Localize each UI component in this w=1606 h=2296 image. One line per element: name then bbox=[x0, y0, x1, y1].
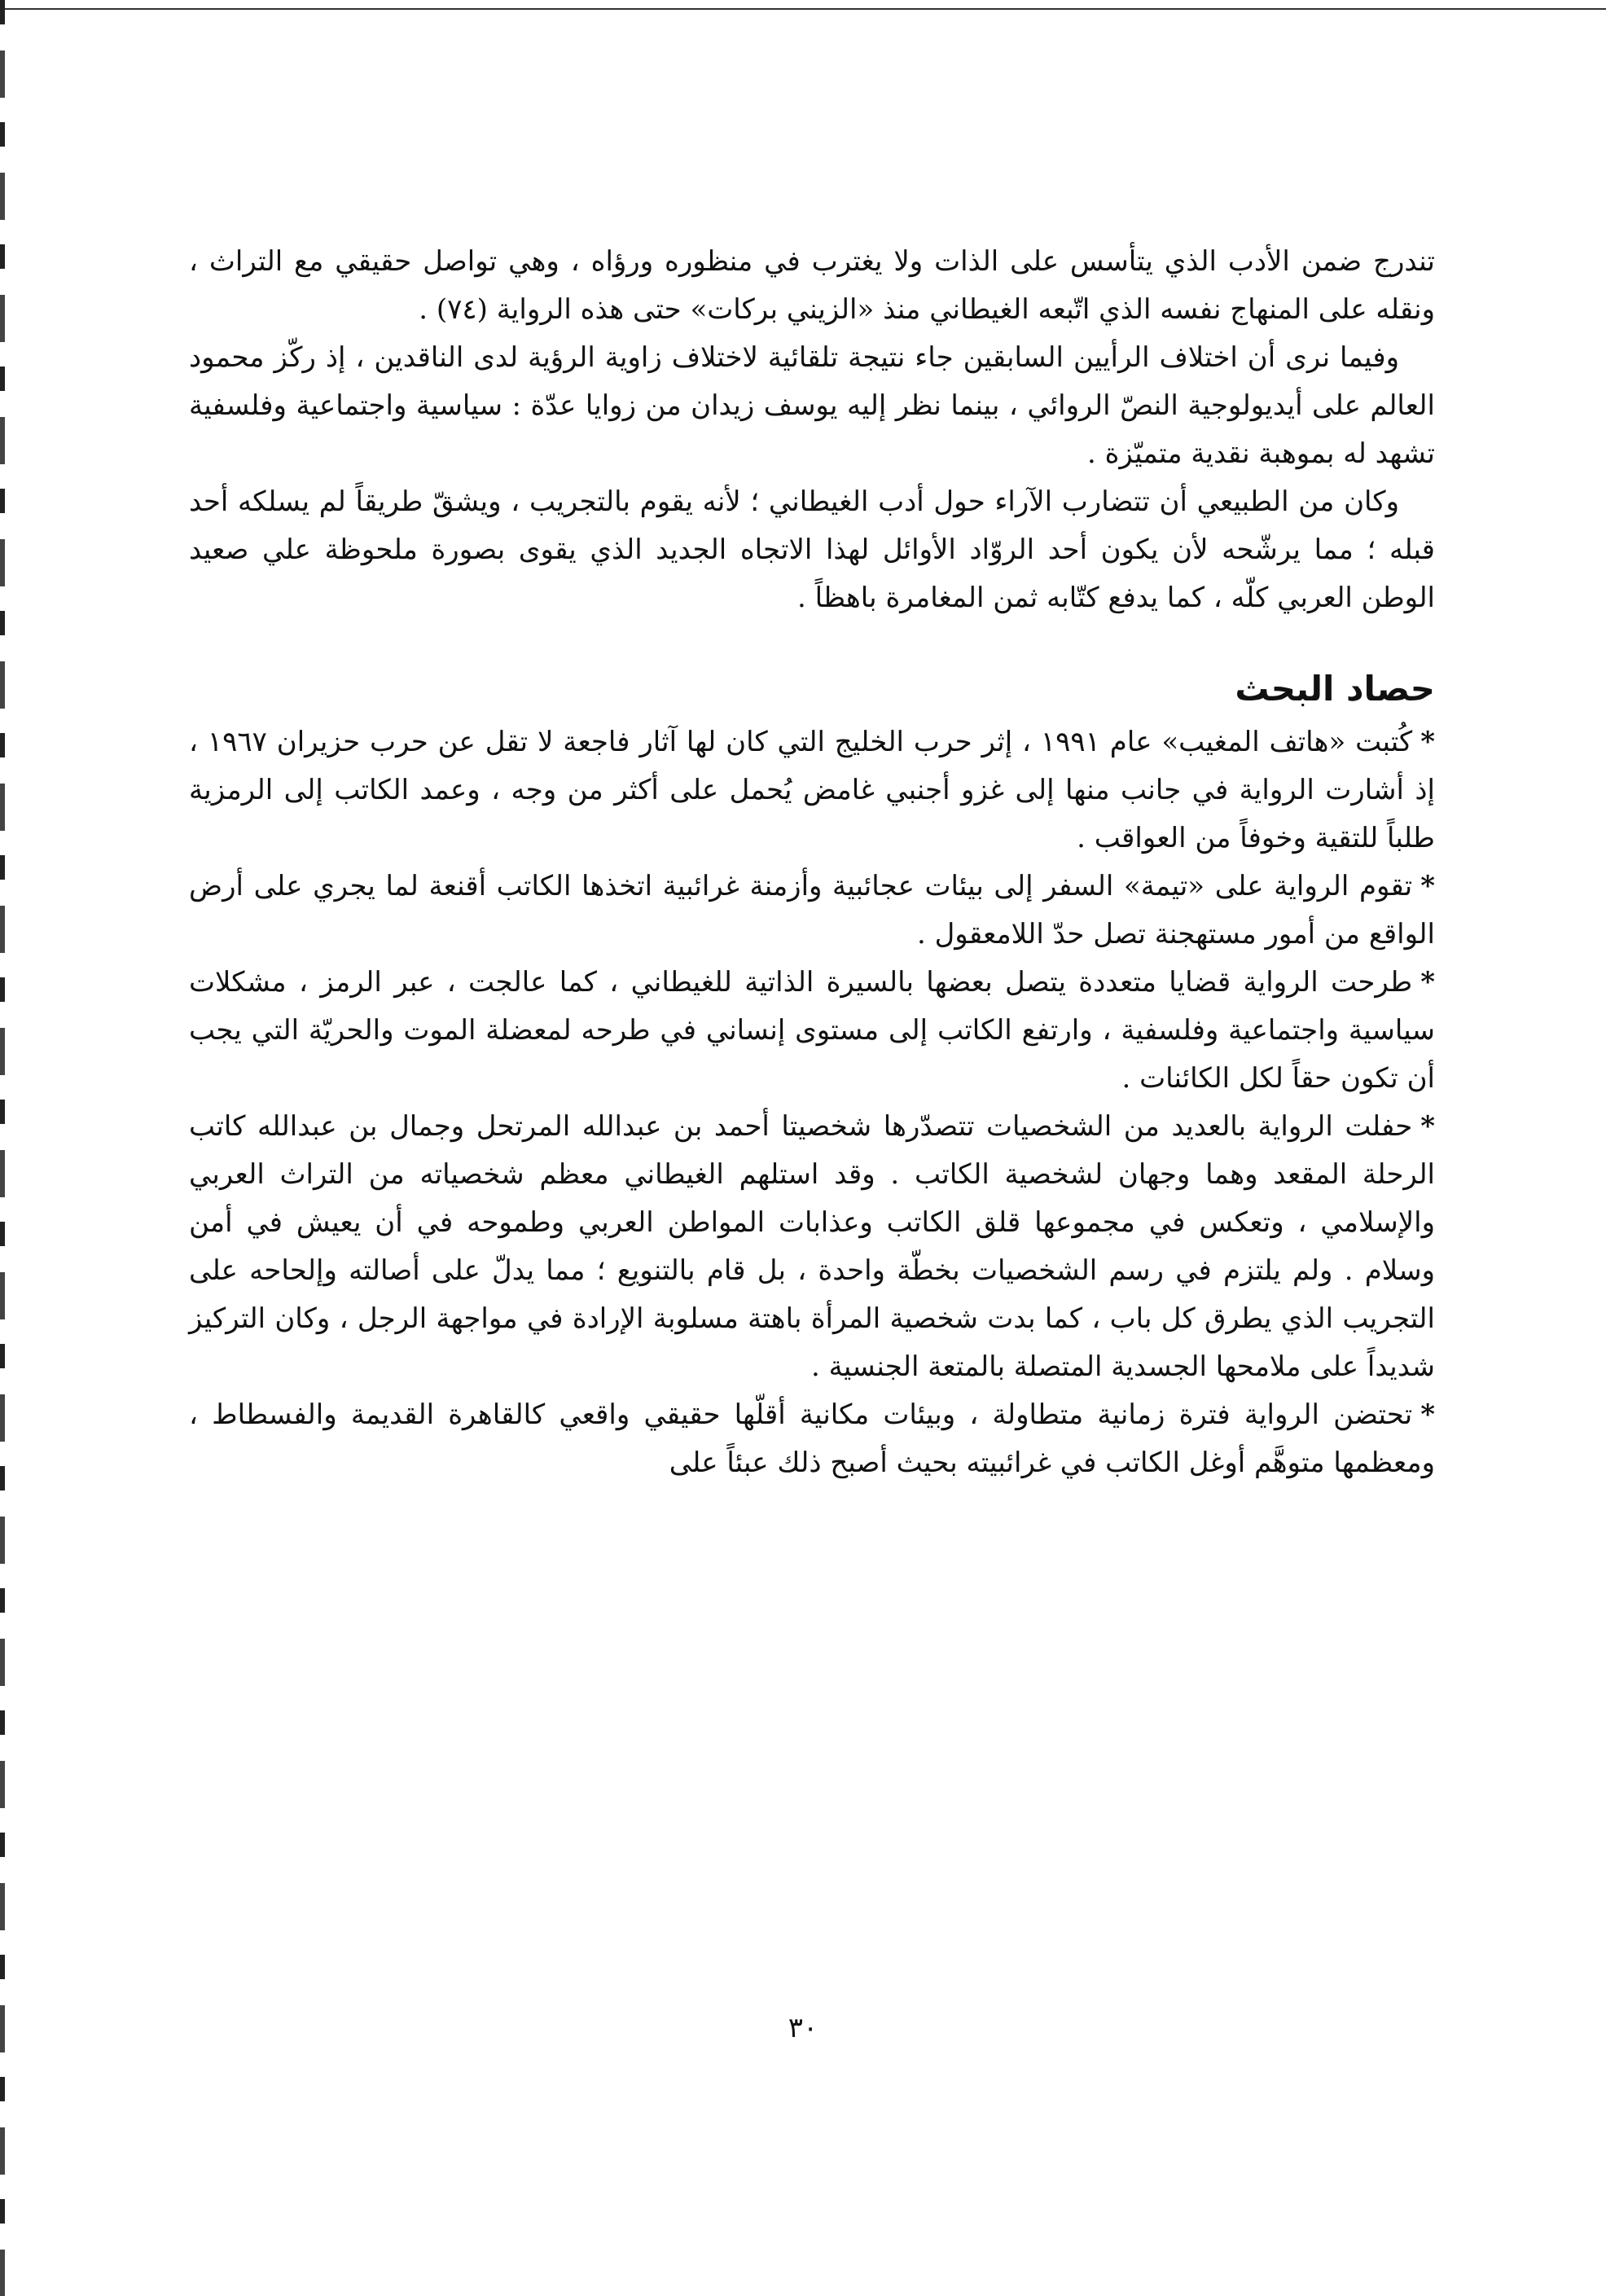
list-item-text: حفلت الرواية بالعديد من الشخصيات تتصدّرها شخصيتا أحمد بن عبدالله المرتحل وجمال بن عبدالله كاتب الرحلة المقعد وهما وجهان لشخصية الكاتب . وقد استلهم الغيطاني معظم شخصياته من التراث العربي والإسلامي ، وتعكس في مجموعها قلق الكاتب وعذابات المواطن العربي وطموحه في أن يعيش في أمن وسلام . ولم يلتزم في رسم الشخصيات بخطّة واحدة ، بل قام بالتنويع ؛ مما يدلّ على أصالته وإلحاحه على التجريب الذي يطرق كل باب ، كما بدت شخصية المرأة باهتة مسلوبة الإرادة في مواجهة الرجل ، وكان التركيز شديداً على ملامحها الجسدية المتصلة بالمتعة الجنسية . bbox=[189, 1110, 1435, 1383]
section-title: حصاد البحث bbox=[1235, 669, 1435, 709]
findings-list bbox=[189, 718, 1435, 1487]
list-item bbox=[189, 1103, 1435, 1391]
list-item-text: تحتضن الرواية فترة زمانية متطاولة ، وبيئات مكانية أقلّها حقيقي واقعي كالقاهرة القديمة والفسطاط ، ومعظمها متوهَّم أوغل الكاتب في غرائبيته بحيث أصبح ذلك عبئاً على bbox=[189, 1398, 1435, 1479]
paragraph-2: وفيما نرى أن اختلاف الرأيين السابقين جاء نتيجة تلقائية لاختلاف زاوية الرؤية لدى الناقدين ، إذ ركّز محمود العالم على أيديولوجية النصّ الروائي ، بينما نظر إليه يوسف زيدان من زوايا عدّة : سياسية واجتماعية وفلسفية تشهد له بموهبة نقدية متميّزة . bbox=[189, 341, 1435, 470]
list-item-text: كُتبت «هاتف المغيب» عام ١٩٩١ ، إثر حرب الخليج التي كان لها آثار فاجعة لا تقل عن حرب حزيران ١٩٦٧ ، إذ أشارت الرواية في جانب منها إلى غزو أجنبي غامض يُحمل على أكثر من وجه ، وعمد الكاتب إلى الرمزية طلباً للتقية وخوفاً من العواقب . bbox=[189, 726, 1435, 854]
asterisk-bullet-icon: * bbox=[1420, 726, 1435, 758]
list-item bbox=[189, 1391, 1435, 1487]
asterisk-bullet-icon: * bbox=[1420, 1398, 1435, 1431]
list-item bbox=[189, 863, 1435, 959]
list-item bbox=[189, 959, 1435, 1103]
list-item bbox=[189, 718, 1435, 863]
list-item-text: تقوم الرواية على «تيمة» السفر إلى بيئات عجائبية وأزمنة غرائبية اتخذها الكاتب أقنعة لما يجري على أرض الواقع من أمور مستهجنة تصل حدّ اللامعقول . bbox=[189, 870, 1435, 950]
list-item-text: طرحت الرواية قضايا متعددة يتصل بعضها بالسيرة الذاتية للغيطاني ، كما عالجت ، عبر الرمز ، مشكلات سياسية واجتماعية وفلسفية ، وارتفع الكاتب إلى مستوى إنساني في طرحه لمعضلة الموت والحريّة التي يجب أن تكون حقاً لكل الكائنات . bbox=[189, 966, 1435, 1095]
asterisk-bullet-icon: * bbox=[1420, 966, 1435, 999]
asterisk-bullet-icon: * bbox=[1420, 870, 1435, 902]
page-number: ٣٠ bbox=[788, 2012, 818, 2044]
binding-edge bbox=[0, 0, 5, 2296]
text-column bbox=[189, 238, 1435, 2176]
paragraph-3: وكان من الطبيعي أن تتضارب الآراء حول أدب الغيطاني ؛ لأنه يقوم بالتجريب ، ويشقّ طريقاً لم يسلكه أحد قبله ؛ مما يرشّحه لأن يكون أحد الروّاد الأوائل لهذا الاتجاه الجديد الذي يقوى بصورة ملحوظة علي صعيد الوطن العربي كلّه ، كما يدفع كتّابه ثمن المغامرة باهظاً . bbox=[189, 485, 1435, 614]
top-rule bbox=[0, 8, 1606, 10]
asterisk-bullet-icon: * bbox=[1420, 1110, 1435, 1143]
paragraph-1: تندرج ضمن الأدب الذي يتأسس على الذات ولا يغترب في منظوره ورؤاه ، وهي تواصل حقيقي مع التراث ، ونقله على المنهاج نفسه الذي اتّبعه الغيطاني منذ «الزيني بركات» حتى هذه الرواية (٧٤) . bbox=[189, 245, 1435, 326]
